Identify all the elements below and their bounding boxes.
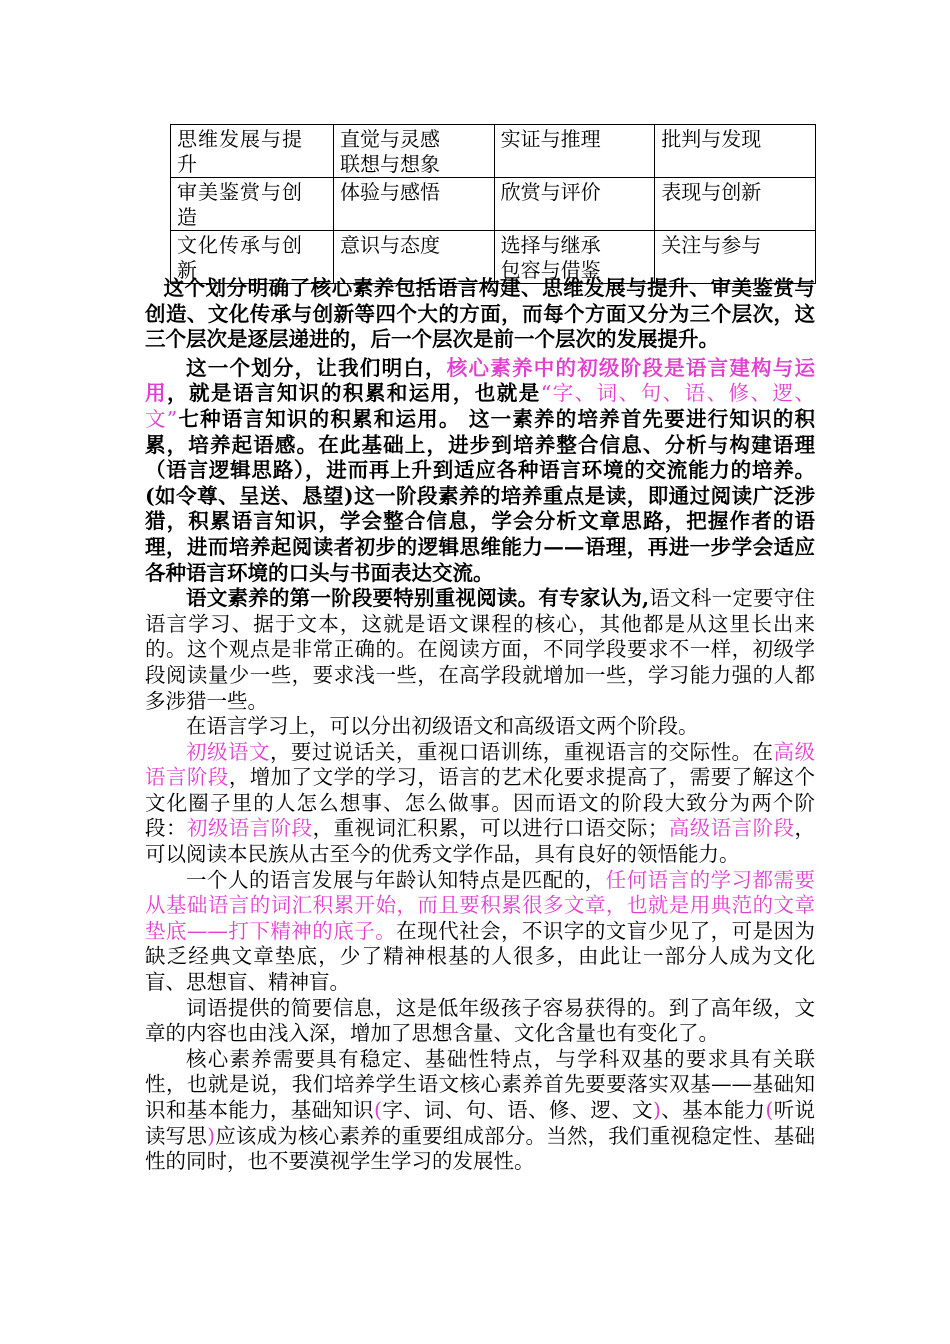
cell-text: 升 (177, 152, 198, 176)
text-run: 、基本能力 (660, 1098, 766, 1122)
cell-text: 表现与创新 (661, 180, 762, 204)
highlight-text: 高级语言阶段 (668, 816, 795, 841)
table-cell (655, 125, 816, 178)
text-run: 一个人的语言发展与年龄认知特点是匹配的， (186, 867, 606, 892)
paragraph-summary: 这个划分明确了核心素养包括语言构建、思维发展与提升、审美鉴赏与创造、文化传承与创新等四个大的方面，而每个方面又分为三个层次，这三个层次是逐层递进的，后一个层次是前一个层次的发展提升。 (145, 276, 815, 352)
table-cell (171, 125, 334, 178)
text-run: ，增加了文学的学习，语言的艺术化要求提高了，需要了解这个文化圈子里的人怎么想事、怎么做事。因而语文的阶段大致分为两个阶段： (145, 765, 816, 841)
paragraph-two-stages: 在语言学习上，可以分出初级语文和高级语文两个阶段。 (186, 714, 699, 739)
cell-text: 直觉与灵感 (340, 127, 440, 151)
body-text (145, 276, 815, 1175)
table-cell (655, 178, 816, 231)
cell-text: 审美鉴赏与创 (177, 180, 303, 204)
text-run: ，就是语言知识的积累和运用，也就是 (166, 381, 541, 406)
highlight-text: ) (207, 1123, 216, 1148)
cell-text: 选择与继承 (500, 233, 601, 257)
text-run: 七种语言知识的积累和运用。 这一素养的培养首先要进行知识的积累，培养起语感。在此基础上，进步到培养整合信息、分析与构建语理（语言逻辑思路），进而再上升到适应各种语言环境的交流能力的培养。(如令尊、呈送、恳望)这一阶段素养的培养重点是读，即通过阅读广泛涉猎，积累语言知识，学会整合信息，学会分析文章思路，把握作者的语理，进而培养起阅读者初步的逻辑思维能力——语理，再进一步学会适应各种语言环境的口头与书面表达交流。 (145, 406, 815, 585)
cell-text: 欣赏与评价 (500, 180, 601, 204)
paragraph-core-literacy-basics (145, 1047, 815, 1175)
table-cell (494, 125, 655, 178)
text-run: 听说读写思 (145, 1098, 816, 1148)
cell-text: 实证与推理 (500, 127, 601, 151)
highlight-text: “字、词、句、语、修、逻、文” (145, 381, 816, 431)
text-run: 应该成为核心素养的重要组成部分。当然，我们重视稳定性、基础性的同时，也不要漠视学生学习的发展性。 (145, 1123, 815, 1174)
table-cell (494, 178, 655, 231)
table-cell (334, 178, 495, 231)
paragraph-reading (145, 586, 815, 714)
text-run: 这一个划分，让我们明白， (186, 355, 447, 380)
highlight-text: ( (374, 1098, 382, 1122)
highlight-text: 初级语言阶段 (186, 816, 313, 841)
table-cell (171, 178, 334, 231)
text-run: 核心素养需要具有稳定、基础性特点，与学科双基的要求具有关联性，也就是说，我们培养学生语文核心素养首先要要落实双基——基础知识和基本能力，基础知识 (145, 1046, 815, 1122)
text-run: 在现代社会，不识字的文盲少见了，可是因为缺乏经典文章垫底，少了精神根基的人很多，由此让一部分人成为文化盲、思想盲、精神盲。 (145, 918, 816, 995)
text-run: 字、词、句、语、修、逻、文 (382, 1098, 653, 1122)
table-row (171, 178, 816, 231)
cell-text: 新 (177, 258, 198, 282)
text-run: ，可以阅读本民族从古至今的优秀文学作品，具有良好的领悟能力。 (145, 816, 816, 867)
paragraph-initial-stage (145, 356, 815, 586)
cell-text: 意识与态度 (340, 233, 440, 257)
core-literacy-levels-table (170, 124, 816, 284)
text-run: ，重视词汇积累，可以进行口语交际； (312, 816, 669, 841)
highlight-text: 任何语言的学习都需要从基础语言的词汇积累开始，而且要积累很多文章，也就是用典范的文章垫底——打下精神的底子。 (145, 867, 816, 943)
text-run: 语文素养的第一阶段要特别重视阅读。有专家认为, (186, 586, 650, 611)
text-run: 语文科一定要守住语言学习、据于文本，这就是语文课程的核心，其他都是从这里长出来的。这个观点是非常正确的。在阅读方面，不同学段要求不一样，初级学段阅读量少一些，要求浅一些，在高学段就增加一些，学习能力强的人都多涉猎一些。 (145, 586, 816, 713)
cell-text: 文化传承与创 (177, 233, 303, 257)
cell-text: 关注与参与 (661, 233, 762, 257)
cell-text: 批判与发现 (661, 127, 762, 151)
cell-text: 造 (177, 205, 198, 229)
highlight-text: ( (765, 1098, 774, 1122)
highlight-text: 初级语文 (186, 739, 270, 764)
cell-text: 体验与感悟 (340, 180, 440, 204)
paragraph-vocabulary: 词语提供的简要信息，这是低年级孩子容易获得的。到了高年级，文章的内容也由浅入深，增加了思想含量、文化含量也有变化了。 (145, 995, 815, 1046)
highlight-text: 高级语言阶段 (145, 739, 816, 790)
cell-text: 包容与借鉴 (500, 258, 601, 282)
paragraph-language-development (145, 868, 815, 996)
table-cell (334, 125, 495, 178)
highlight-text: 核心素养中的初级阶段是语言建构与运用 (145, 355, 816, 406)
paragraph-stage-details (145, 740, 815, 868)
text-run: ，要过说话关，重视口语训练，重视语言的交际性。在 (269, 739, 774, 764)
cell-text: 思维发展与提 (177, 127, 303, 151)
table-row (171, 125, 816, 178)
cell-text: 联想与想象 (340, 152, 440, 176)
highlight-text: ) (652, 1098, 661, 1122)
